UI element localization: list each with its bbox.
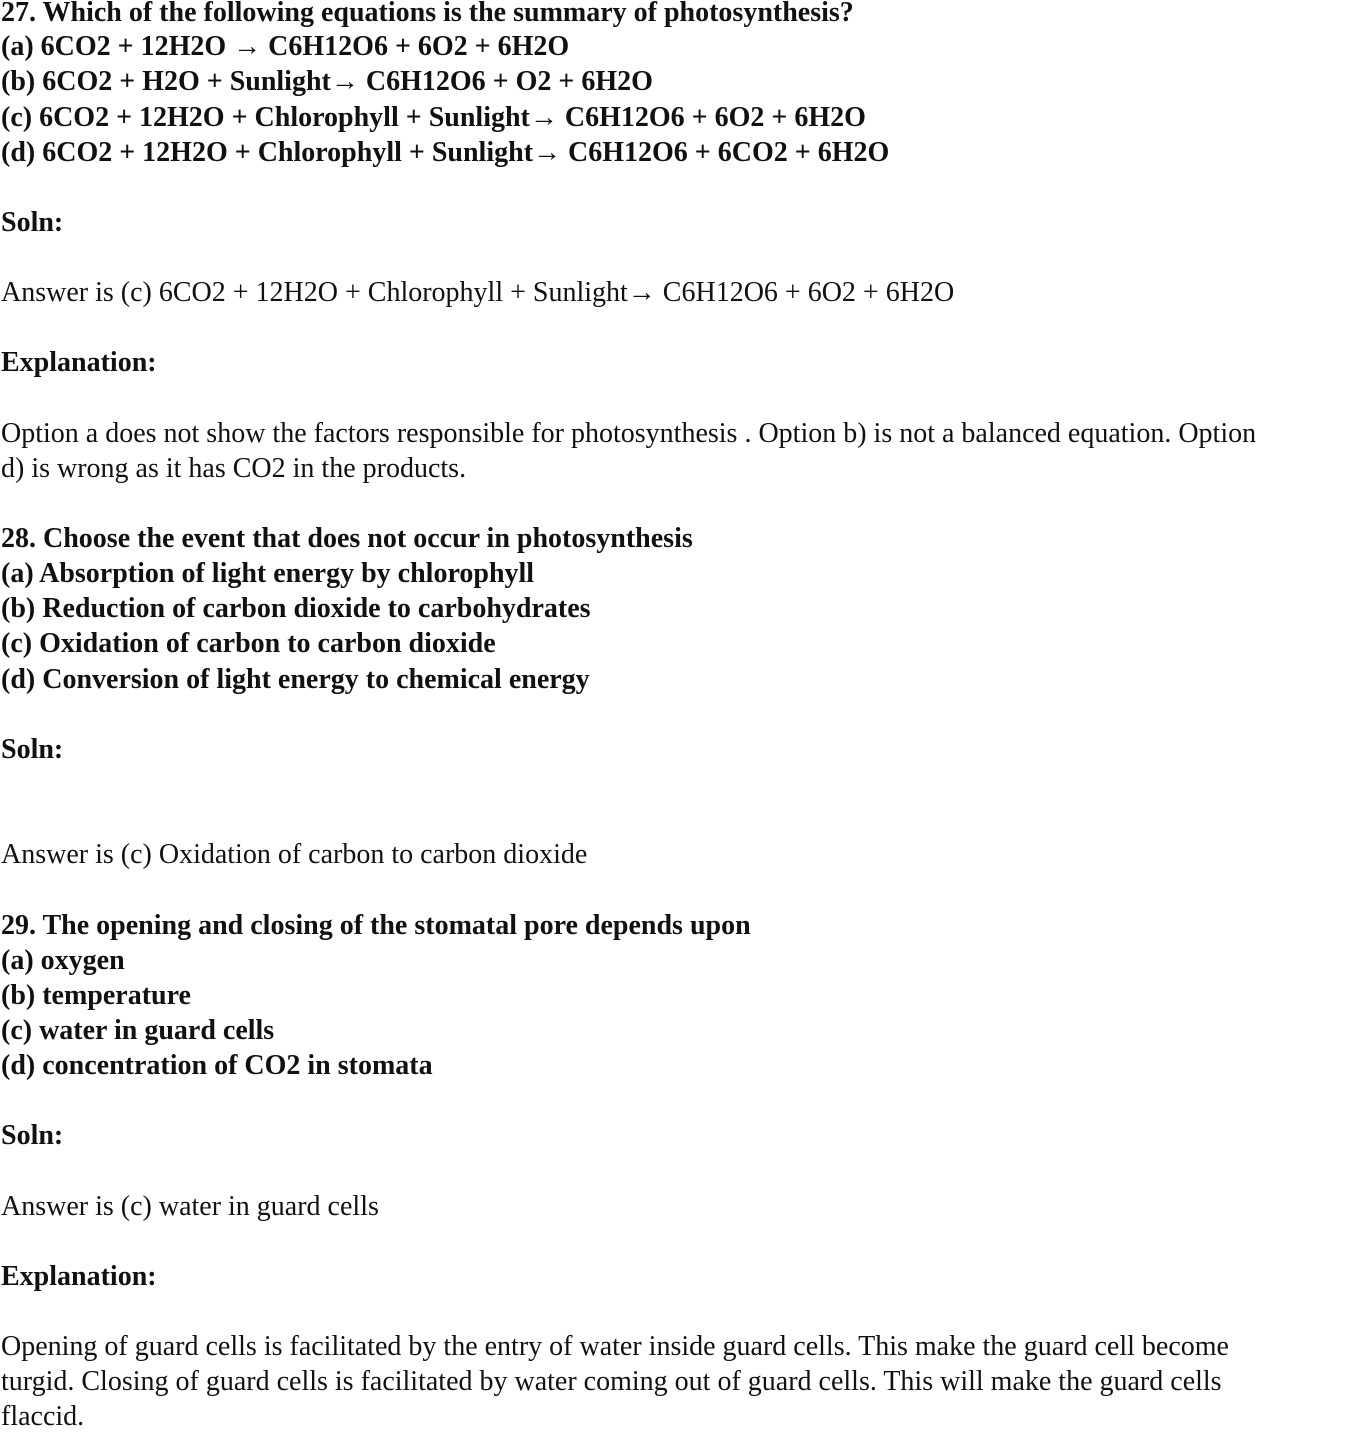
question-29-option-d: (d) concentration of CO2 in stomata [1, 1050, 433, 1081]
question-29-soln-label: Soln: [1, 1120, 64, 1151]
question-29-explanation-line-3: flaccid. [1, 1401, 85, 1432]
question-27-option-d: (d) 6CO2 + 12H2O + Chlorophyll + Sunlight→ C6H12O6 + 6CO2 + 6H2O [1, 137, 890, 168]
question-27-explanation-line-2: d) is wrong as it has CO2 in the products. [1, 453, 467, 484]
question-28-title: 28. Choose the event that does not occur in photosynthesis [1, 523, 693, 554]
question-28-option-b: (b) Reduction of carbon dioxide to carbohydrates [1, 593, 591, 624]
question-28-option-c: (c) Oxidation of carbon to carbon dioxide [1, 628, 496, 659]
question-29-answer: Answer is (c) water in guard cells [1, 1191, 379, 1222]
question-29-title: 29. The opening and closing of the stomatal pore depends upon [1, 910, 751, 941]
question-28-answer: Answer is (c) Oxidation of carbon to carbon dioxide [1, 839, 588, 870]
question-27-explanation-line-1: Option a does not show the factors responsible for photosynthesis . Option b) is not a balanced equation. Option [1, 418, 1257, 449]
question-27-answer: Answer is (c) 6CO2 + 12H2O + Chlorophyll + Sunlight→ C6H12O6 + 6O2 + 6H2O [1, 277, 955, 308]
question-28-option-d: (d) Conversion of light energy to chemical energy [1, 664, 590, 695]
question-29-option-c: (c) water in guard cells [1, 1015, 275, 1046]
question-27-option-c: (c) 6CO2 + 12H2O + Chlorophyll + Sunlight→ C6H12O6 + 6O2 + 6H2O [1, 102, 866, 133]
question-27-explanation-label: Explanation: [1, 347, 157, 378]
question-28-soln-label: Soln: [1, 734, 64, 765]
question-29-explanation-line-1: Opening of guard cells is facilitated by the entry of water inside guard cells. This make the guard cell become [1, 1331, 1229, 1362]
question-29-explanation-label: Explanation: [1, 1261, 157, 1292]
question-27-title: 27. Which of the following equations is the summary of photosynthesis? [1, 0, 854, 28]
question-29-option-b: (b) temperature [1, 980, 191, 1011]
question-28-option-a: (a) Absorption of light energy by chlorophyll [1, 558, 535, 589]
question-27-option-b: (b) 6CO2 + H2O + Sunlight→ C6H12O6 + O2 + 6H2O [1, 66, 653, 97]
question-29-option-a: (a) oxygen [1, 945, 125, 976]
question-27-option-a: (a) 6CO2 + 12H2O → C6H12O6 + 6O2 + 6H2O [1, 31, 570, 62]
question-27-soln-label: Soln: [1, 207, 64, 238]
question-29-explanation-line-2: turgid. Closing of guard cells is facilitated by water coming out of guard cells. This will make the guard cells [1, 1366, 1222, 1397]
